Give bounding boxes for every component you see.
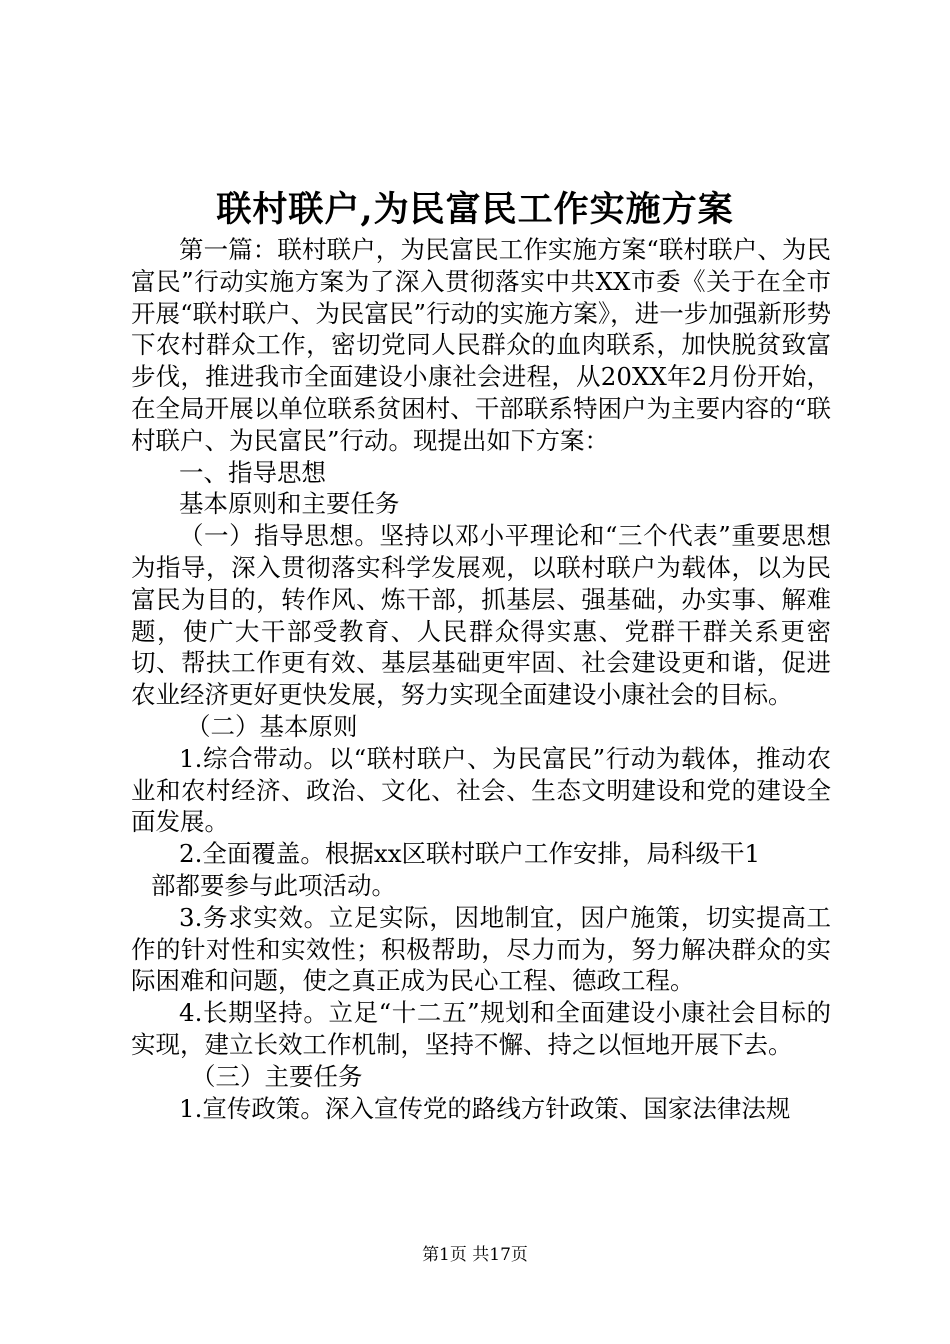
principle-4-paragraph: 4.长期坚持。立足“十二五”规划和全面建设小康社会目标的实现，建立长效工作机制，坚持不懈、持之以恒地开展下去。 bbox=[131, 998, 831, 1059]
intro-paragraph: 第一篇：联村联户，为民富民工作实施方案“联村联户、为民富民”行动实施方案为了深入贯彻落实中共XX市委《关于在全市开展“联村联户、为民富民”行动的实施方案》，进一步加强新形势下农村群众工作，密切党同人民群众的血肉联系，加快脱贫致富步伐，推进我市全面建设小康社会进程，从20XX年2月份开始，在全局开展以单位联系贫困村、干部联系特困户为主要内容的“联村联户、为民富民”行动。现提出如下方案： bbox=[131, 235, 831, 455]
principle-2-continuation: 部都要参与此项活动。 bbox=[151, 870, 396, 900]
principle-2-line: 2.全面覆盖。根据xx区联村联户工作安排，局科级干1 bbox=[179, 839, 761, 869]
principle-3-paragraph: 3.务求实效。立足实际，因地制宜，因户施策，切实提高工作的针对性和实效性；积极帮助，尽力而为，努力解决群众的实际困难和问题，使之真正成为民心工程、德政工程。 bbox=[131, 902, 831, 996]
page-footer: 第1页 共17页 bbox=[422, 1245, 528, 1265]
basic-principles-heading: （二）基本原则 bbox=[186, 711, 358, 741]
section-heading-guiding-thought: 一、指导思想 bbox=[179, 457, 326, 487]
section-subheading-principles-tasks: 基本原则和主要任务 bbox=[179, 489, 400, 519]
main-tasks-heading: （三）主要任务 bbox=[191, 1061, 363, 1091]
task-1-line: 1.宣传政策。深入宣传党的路线方针政策、国家法律法规 bbox=[179, 1093, 791, 1123]
document-body bbox=[131, 234, 831, 1124]
principle-1-paragraph: 1.综合带动。以“联村联户、为民富民”行动为载体，推动农业和农村经济、政治、文化、社会、生态文明建设和党的建设全面发展。 bbox=[131, 743, 831, 837]
guiding-thought-paragraph: （一）指导思想。坚持以邓小平理论和“三个代表”重要思想为指导，深入贯彻落实科学发展观，以联村联户为载体，以为民富民为目的，转作风、炼干部，抓基层、强基础，办实事、解难题，使广大干部受教育、人民群众得实惠、党群干群关系更密切、帮扶工作更有效、基层基础更牢固、社会建设更和谐，促进农业经济更好更快发展，努力实现全面建设小康社会的目标。 bbox=[131, 521, 831, 710]
document-title: 联村联户,为民富民工作实施方案 bbox=[216, 189, 734, 230]
